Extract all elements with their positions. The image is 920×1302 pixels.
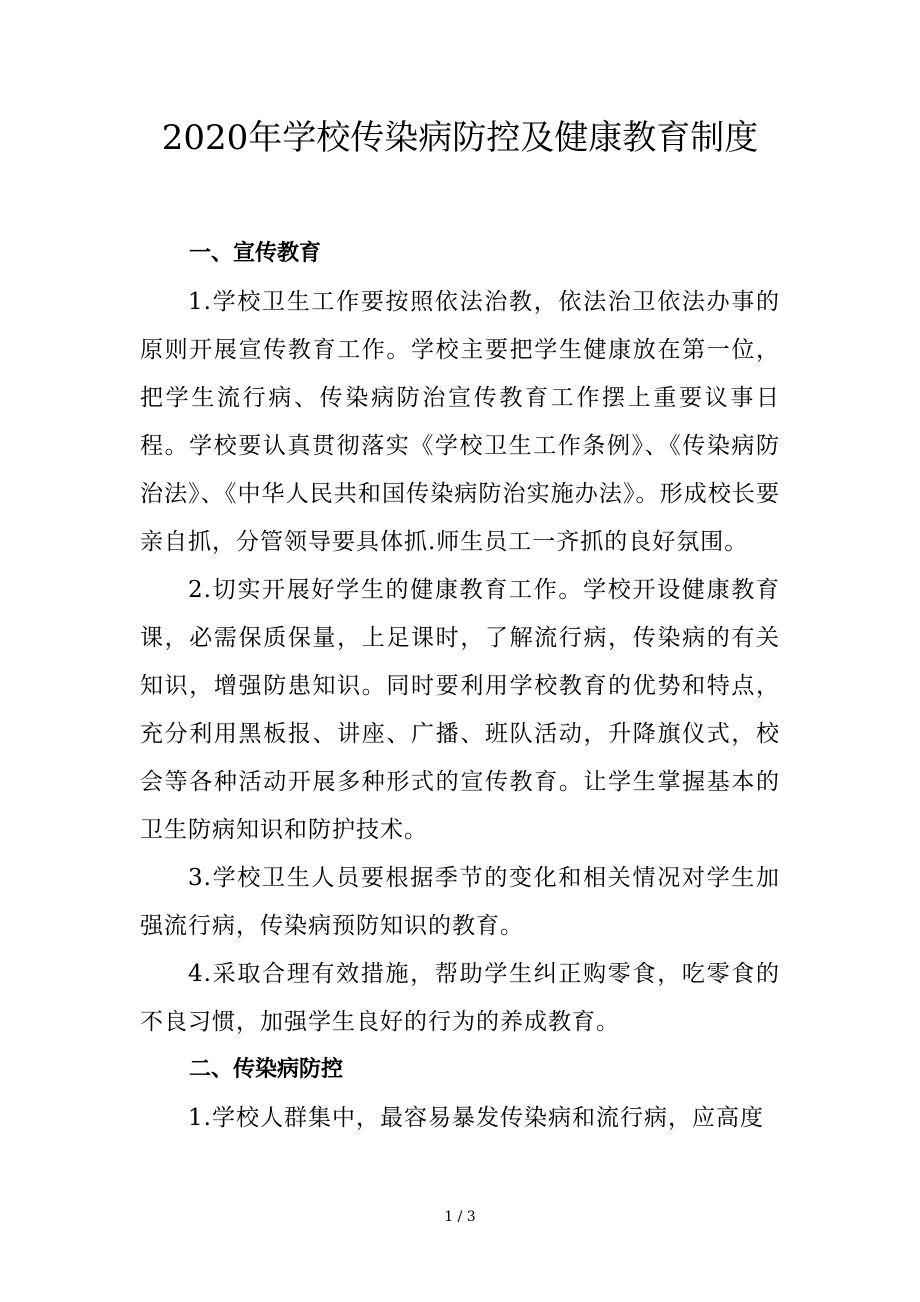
page-number: 1 / 3	[444, 1209, 476, 1225]
paragraph: 3.学校卫生人员要根据季节的变化和相关情况对学生加强流行病，传染病预防知识的教育。	[140, 865, 780, 939]
section-disease-control	[140, 1046, 780, 1142]
section-heading: 二、传染病防控	[189, 1057, 344, 1082]
paragraph: 4.采取合理有效措施，帮助学生纠正购零食，吃零食的不良习惯，加强学生良好的行为的养成教育。	[140, 961, 780, 1035]
section-heading: 一、宣传教育	[189, 241, 322, 266]
paragraph: 1.学校人群集中，最容易暴发传染病和流行病，应高度	[188, 1105, 764, 1131]
paragraph: 1.学校卫生工作要按照依法治教，依法治卫依法办事的原则开展宣传教育工作。学校主要把学生健康放在第一位，把学生流行病、传染病防治宣传教育工作摆上重要议事日程。学校要认真贯彻落实《学校卫生工作条例》、《传染病防治法》、《中华人民共和国传染病防治实施办法》。形成校长要亲自抓，分管领导要具体抓.师生员工一齐抓的良好氛围。	[140, 289, 780, 555]
paragraph: 2.切实开展好学生的健康教育工作。学校开设健康教育课，必需保质保量，上足课时，了解流行病，传染病的有关知识，增强防患知识。同时要利用学校教育的优势和特点，充分利用黑板报、讲座、广播、班队活动，升降旗仪式，校会等各种活动开展多种形式的宣传教育。让学生掌握基本的卫生防病知识和防护技术。	[140, 577, 780, 843]
section-publicity-education	[140, 230, 780, 1046]
document-title: 2020年学校传染病防控及健康教育制度	[161, 118, 759, 158]
document-body	[140, 230, 780, 1142]
